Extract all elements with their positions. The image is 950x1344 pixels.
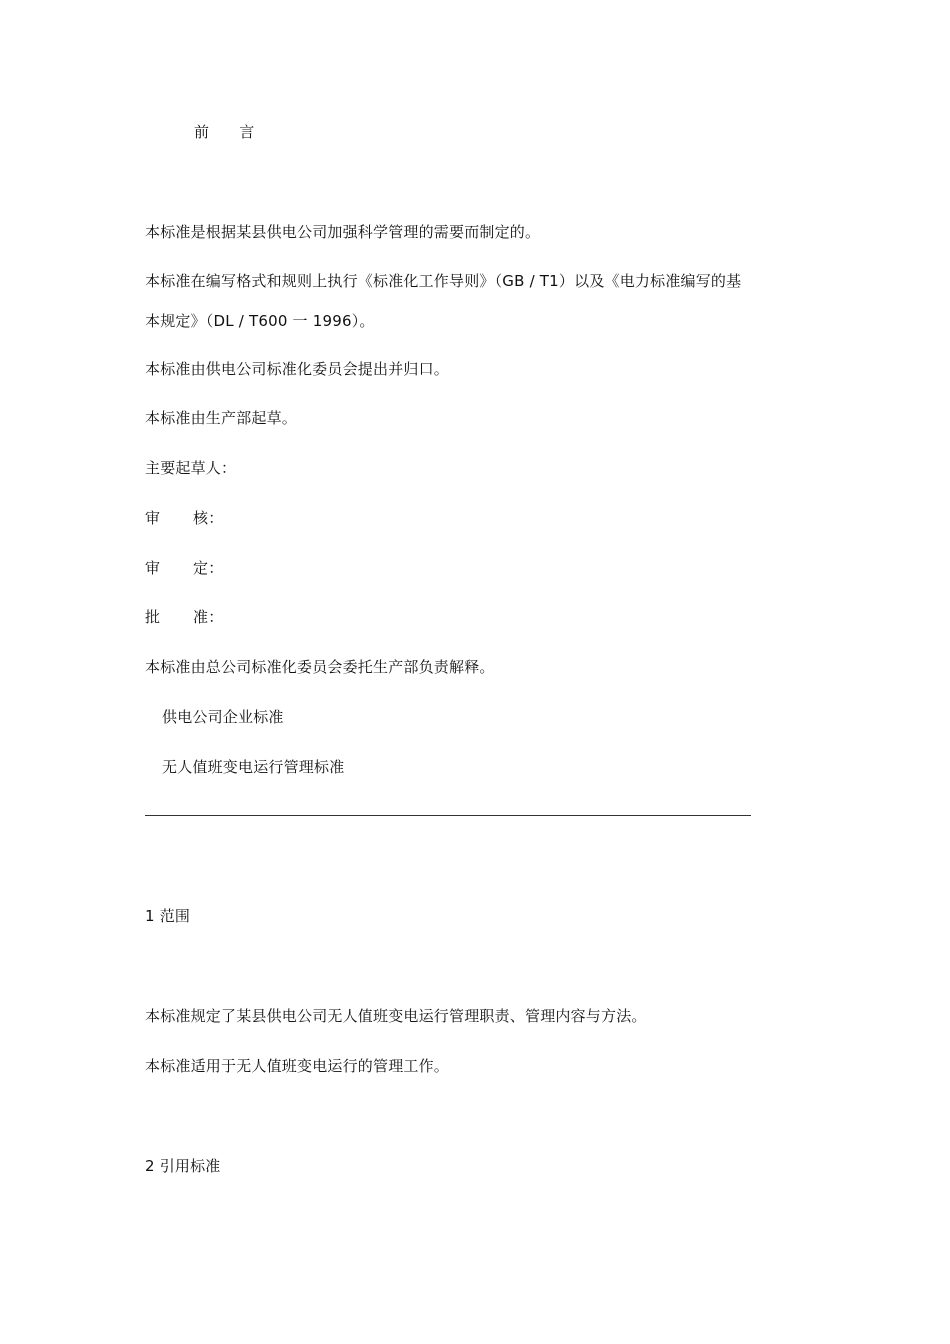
preface-char-1: 前	[194, 123, 210, 141]
preface-char-2: 言	[239, 123, 255, 141]
section-2-heading: 2 引用标准	[145, 1157, 221, 1175]
signer-approve-char: 批	[145, 608, 161, 626]
signer-review-char: 审	[145, 509, 161, 527]
signer-approve-label: 准：	[193, 608, 224, 626]
paragraph-drafted-by: 本标准由生产部起草。	[145, 409, 298, 427]
section-1-heading: 1 范围	[145, 907, 191, 925]
paragraph-interpretation: 本标准由总公司标准化委员会委托生产部负责解释。	[145, 658, 495, 676]
org-standard-label: 供电公司企业标准	[162, 708, 284, 726]
paragraph-purpose: 本标准是根据某县供电公司加强科学管理的需要而制定的。	[145, 223, 541, 241]
section-1-paragraph-2: 本标准适用于无人值班变电运行的管理工作。	[145, 1057, 450, 1075]
signer-finalize-char: 审	[145, 559, 161, 577]
signer-finalize	[145, 558, 223, 578]
horizontal-rule	[145, 815, 751, 816]
paragraph-format-line-2: 本规定》（DL / T600 一 1996）。	[145, 312, 375, 330]
preface-heading	[194, 122, 254, 142]
paragraph-proposed-by: 本标准由供电公司标准化委员会提出并归口。	[145, 360, 450, 378]
standard-title: 无人值班变电运行管理标准	[162, 758, 345, 776]
signer-review-label: 核：	[193, 509, 224, 527]
paragraph-main-drafters: 主要起草人：	[145, 459, 237, 477]
signer-review	[145, 508, 223, 528]
paragraph-format-line-1: 本标准在编写格式和规则上执行《标准化工作导则》（GB / T1）以及《电力标准编写的基	[145, 272, 742, 290]
signer-finalize-label: 定：	[193, 559, 224, 577]
signer-approve	[145, 607, 223, 627]
section-1-paragraph-1: 本标准规定了某县供电公司无人值班变电运行管理职责、管理内容与方法。	[145, 1007, 647, 1025]
